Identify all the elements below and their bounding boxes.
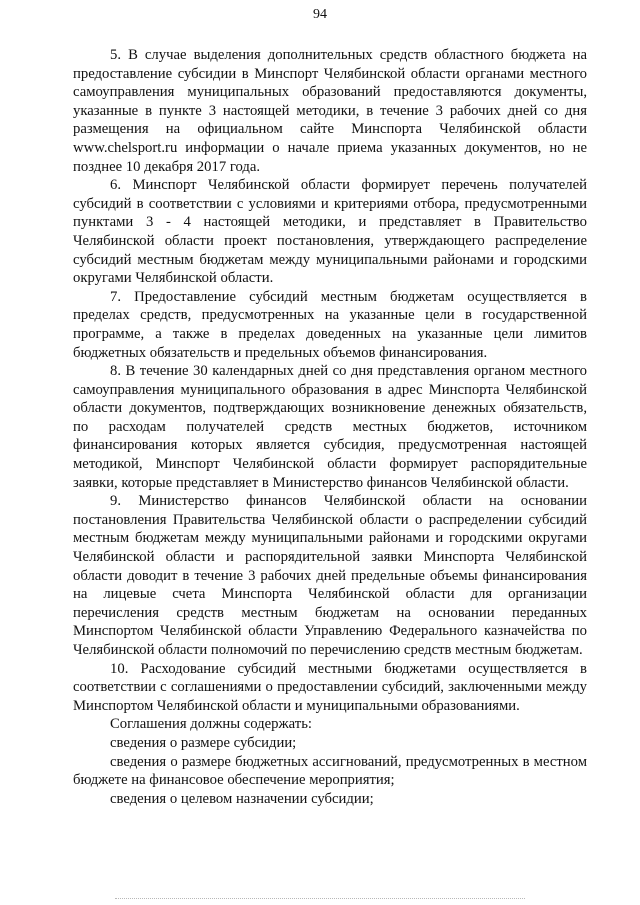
paragraph-9: 9. Министерство финансов Челябинской области на основании постановления Правительства Челябинской области о распределении субсидий местным бюджетам между муниципальными районами и городскими округами Челябинской области и распорядительной заявки Минспорта Челябинской области доводит в течение 3 рабочих дней предельные объемы финансирования на лицевые счета Минспорта Челябинской области для организации перечисления средств местным бюджетам на основании переданных Минспортом Челябинской области Управлению Федерального казначейства по Челябинской области полномочий по перечислению средств местным бюджетам. bbox=[73, 493, 587, 658]
paragraph-5: 5. В случае выделения дополнительных средств областного бюджета на предоставление субсидии в Минспорт Челябинской области органами местного самоуправления муниципальных образований предоставляются документы, указанные в пункте 3 настоящей методики, в течение 3 рабочих дней со дня размещения на официальном сайте Минспорта Челябинской области www.chelsport.ru информации о начале приема указанных документов, но не позднее 10 декабря 2017 года. bbox=[73, 47, 587, 175]
agreement-item-purpose: сведения о целевом назначении субсидии; bbox=[110, 790, 374, 807]
paragraph-7: 7. Предоставление субсидий местным бюджетам осуществляется в пределах средств, предусмотренных на указанные цели в государственной программе, а также в пределах доведенных на указанные цели лимитов бюджетных обязательств и предельных объемов финансирования. bbox=[73, 288, 587, 361]
page-number: 94 bbox=[313, 7, 327, 22]
footer-divider bbox=[115, 898, 525, 899]
body-text bbox=[73, 46, 587, 808]
agreement-intro: Соглашения должны содержать: bbox=[110, 716, 313, 733]
agreement-item-budget-allocations: сведения о размере бюджетных ассигнований, предусмотренных в местном бюджете на финансовое обеспечение мероприятия; bbox=[73, 753, 587, 789]
paragraph-10: 10. Расходование субсидий местными бюджетами осуществляется в соответствии с соглашениями о предоставлении субсидий, заключенными между Минспортом Челябинской области и муниципальными образованиями. bbox=[73, 660, 587, 714]
paragraph-6: 6. Минспорт Челябинской области формирует перечень получателей субсидий в соответствии с условиями и критериями отбора, предусмотренными пунктами 3 - 4 настоящей методики, и представляет в Правительство Челябинской области проект постановления, утверждающего распределение субсидий местным бюджетам между муниципальными районами и городскими округами Челябинской области. bbox=[73, 177, 587, 287]
agreement-item-subsidy-size: сведения о размере субсидии; bbox=[110, 734, 297, 751]
paragraph-8: 8. В течение 30 календарных дней со дня представления органом местного самоуправления муниципального образования в адрес Минспорта Челябинской области документов, подтверждающих возникновение денежных обязательств, по расходам получателей средств местных бюджетов, источником финансирования которых является субсидия, предусмотренная настоящей методикой, Минспорт Челябинской области формирует распорядительные заявки, которые представляет в Министерство финансов Челябинской области. bbox=[73, 363, 587, 491]
